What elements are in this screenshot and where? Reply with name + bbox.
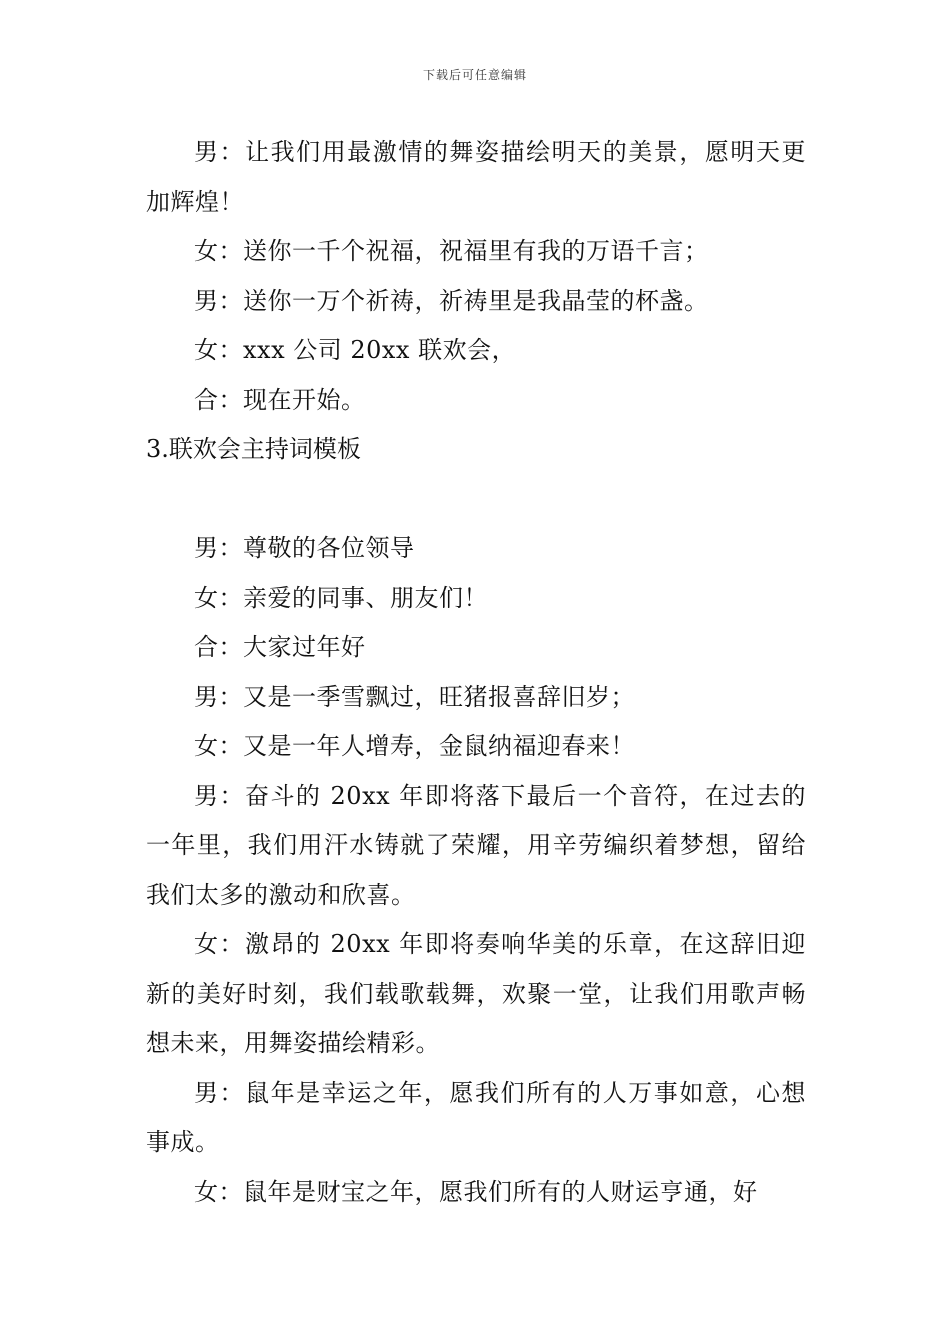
paragraph: 女：亲爱的同事、朋友们！ (194, 583, 488, 612)
paragraph: 合：现在开始。 (194, 385, 366, 414)
page-header-note: 下载后可任意编辑 (422, 68, 527, 82)
paragraph: 女：鼠年是财宝之年，愿我们所有的人财运亨通，好 (194, 1177, 758, 1206)
paragraph: 女：又是一年人增寿，金鼠纳福迎春来！ (194, 732, 635, 760)
section-title: 3.联欢会主持词模板 (146, 435, 361, 463)
document-body (146, 128, 806, 1217)
paragraph: 男：鼠年是幸运之年，愿我们所有的人万事如意，心想事成。 (146, 1078, 806, 1156)
paragraph: 女：激昂的 20xx 年即将奏响华美的乐章，在这辞旧迎新的美好时刻，我们载歌载舞，欢聚一堂，让我们用歌声畅想未来，用舞姿描绘精彩。 (146, 930, 806, 1057)
paragraph: 合：大家过年好 (194, 633, 366, 661)
paragraph: 男：又是一季雪飘过，旺猪报喜辞旧岁； (194, 682, 635, 711)
paragraph: 男：奋斗的 20xx 年即将落下最后一个音符，在过去的一年里，我们用汗水铸就了荣耀，用辛劳编织着梦想，留给我们太多的激动和欣喜。 (146, 781, 806, 909)
paragraph: 女：xxx 公司 20xx 联欢会， (194, 336, 517, 364)
paragraph: 男：尊敬的各位领导 (194, 534, 415, 562)
paragraph: 男：让我们用最激情的舞姿描绘明天的美景，愿明天更加辉煌！ (146, 138, 806, 216)
paragraph: 男：送你一万个祈祷，祈祷里是我晶莹的杯盏。 (194, 286, 709, 315)
paragraph: 女：送你一千个祝福，祝福里有我的万语千言； (194, 237, 709, 265)
blank-line (146, 475, 806, 525)
